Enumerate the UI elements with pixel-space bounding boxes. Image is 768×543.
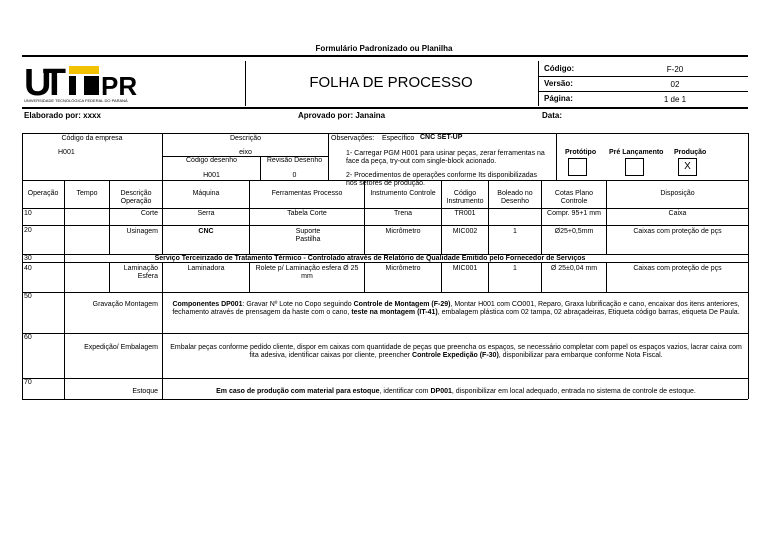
row-50-t4: , Montar H001 com CO001, Reparo, Graxa lubrificação e cano, encaixar dos itens anteriores, fechamento através de prensagem da haste com o cano, xyxy=(172,301,740,316)
row-10-desc: Corte xyxy=(140,210,158,217)
row-30-text: Serviço Terceirizado de Tratamento Térmico - Controlado através de Relatório de Qualidade Emitido pelo Fornecedor de Serviços xyxy=(154,255,586,262)
svg-text:PR: PR xyxy=(101,71,138,101)
row-60-t3: , disponibilizar para embarque conforme Nota Fiscal. xyxy=(498,352,663,359)
prototipo-checkbox[interactable] xyxy=(568,158,587,176)
header-tempo: Tempo xyxy=(76,190,98,197)
versao-label: Versão: xyxy=(544,79,573,88)
pagina-value: 1 de 1 xyxy=(663,95,687,104)
producao-label: Produção xyxy=(674,149,707,156)
revisao-value: 0 xyxy=(292,172,297,179)
row-50-op: 50 xyxy=(24,293,32,300)
row-50-t1: Componentes DP001 xyxy=(172,301,243,308)
obs-item-2: 2- Procedimentos de operações conforme Its disponibilizadas nos setores de produção. xyxy=(346,172,538,187)
row-50-desc: Gravação Montagem xyxy=(92,301,158,308)
row-20-codigo: MIC002 xyxy=(452,228,478,235)
row-20-instrumento: Micrômetro xyxy=(385,228,421,235)
row-40-disposicao: Caixas com proteção de pçs xyxy=(633,265,722,272)
row-70-text xyxy=(166,388,746,396)
pre-lancamento-label: Pré Lançamento xyxy=(609,149,664,156)
codigo-empresa-value: H001 xyxy=(58,149,75,156)
row-20-desc: Usinagem xyxy=(126,228,158,235)
row-10-maquina: Serra xyxy=(197,210,215,217)
row-40-ferramentas: Rolete p/ Laminação esfera Ø 25 mm xyxy=(255,265,359,280)
row-10-instrumento: Trena xyxy=(393,210,413,217)
row-20-maquina: CNC xyxy=(198,228,214,235)
row-60-t1: Embalar peças conforme pedido cliente, dispor em caixas com quantidade de peças que preencha os espaços, se necessário completar com papel os espaços vazios, lacrar caixa com fita adesiva, identificar caixas por cliente, preencher xyxy=(170,344,742,359)
header-disposicao: Disposição xyxy=(660,190,695,197)
row-10-op: 10 xyxy=(24,210,32,217)
header-instrumento: Instrumento Controle xyxy=(370,190,436,197)
row-40-maquina: Laminadora xyxy=(187,265,225,272)
pre-lancamento-checkbox[interactable] xyxy=(625,158,644,176)
row-50-t3: Controle de Montagem (F-29) xyxy=(353,301,451,308)
header-descricao: Descrição Operação xyxy=(120,190,152,205)
logo-subtitle: UNIVERSIDADE TECNOLÓGICA FEDERAL DO PARANÁ xyxy=(24,98,128,103)
prototipo-label: Protótipo xyxy=(565,149,597,156)
row-50-t5: teste na montagem (IT-41) xyxy=(351,309,438,316)
header-maquina: Máquina xyxy=(192,190,220,197)
header-cotas: Cotas Plano Controle xyxy=(554,190,594,205)
form-title: Formulário Padronizado ou Planilha xyxy=(315,44,453,53)
versao-value: 02 xyxy=(670,80,680,89)
header-boleado: Boleado no Desenho xyxy=(497,190,533,205)
row-50-t6: , embalagem plástica com 02 tampa, 02 abraçadeiras, Etiqueta código barras, etiqueta De Paula. xyxy=(437,309,740,316)
row-70-t1: Em caso de produção com material para estoque xyxy=(216,388,380,395)
row-60-desc: Expedição/ Embalagem xyxy=(84,344,158,351)
row-40-codigo: MIC001 xyxy=(452,265,478,272)
producao-checkbox[interactable]: X xyxy=(678,158,697,176)
header-operacao: Operação xyxy=(27,190,59,197)
row-20-cotas: Ø25+0,5mm xyxy=(554,228,594,235)
obs-especifico: Específico xyxy=(382,135,415,142)
elaborado-por: Elaborado por: xxxx xyxy=(24,111,101,120)
row-20-op: 20 xyxy=(24,227,32,234)
row-20-ferramentas: Suporte Pastilha xyxy=(295,228,321,243)
row-20-boleado: 1 xyxy=(513,228,517,235)
svg-text:UT: UT xyxy=(24,62,66,104)
pagina-label: Página: xyxy=(544,94,573,103)
row-10-ferramentas: Tabela Corte xyxy=(287,210,327,217)
header-codigo-instrumento: Código Instrumento xyxy=(446,190,484,205)
row-70-op: 70 xyxy=(24,379,32,386)
aprovado-por: Aprovado por: Janaina xyxy=(298,111,386,120)
row-10-codigo: TR001 xyxy=(454,210,476,217)
row-40-op: 40 xyxy=(24,265,32,272)
revisao-label: Revisão Desenho xyxy=(266,157,323,164)
data-label: Data: xyxy=(542,111,563,120)
row-50-text xyxy=(166,301,746,317)
row-10-cotas: Compr. 95+1 mm xyxy=(547,210,601,217)
observacoes-label: Observações: xyxy=(331,135,375,142)
row-40-boleado: 1 xyxy=(513,265,517,272)
codigo-label: Código: xyxy=(544,64,575,73)
row-40-cotas: Ø 25±0,04 mm xyxy=(550,265,598,272)
row-60-op: 60 xyxy=(24,334,32,341)
row-40-desc: Laminação Esfera xyxy=(123,265,158,280)
doc-title: FOLHA DE PROCESSO xyxy=(309,74,473,91)
header-ferramentas: Ferramentas Processo xyxy=(271,190,343,197)
row-30-op: 30 xyxy=(24,255,32,262)
row-70-desc: Estoque xyxy=(132,388,158,395)
descricao-label: Descrição xyxy=(229,135,262,142)
row-70-t4: , disponibilizar em local adequado, entrada no sistema de controle de estoque. xyxy=(451,388,696,395)
row-50-t2: : Gravar Nº Lote no Copo seguindo xyxy=(242,301,354,308)
row-10-disposicao: Caixa xyxy=(668,210,687,217)
row-60-text xyxy=(170,344,742,360)
obs-cnc: CNC SET-UP xyxy=(420,134,463,141)
row-60-t2: Controle Expedição (F-30) xyxy=(412,352,499,359)
codigo-empresa-label: Código da empresa xyxy=(61,135,123,142)
row-70-t3: DP001 xyxy=(430,388,452,395)
row-40-instrumento: Micrômetro xyxy=(385,265,421,272)
descricao-value: eixo xyxy=(239,149,252,156)
codigo-value: F-20 xyxy=(666,65,684,74)
codigo-desenho-label: Código desenho xyxy=(186,157,237,164)
row-20-disposicao: Caixas com proteção de pçs xyxy=(633,228,722,235)
row-70-t2: , identificar com xyxy=(379,388,431,395)
codigo-desenho-value: H001 xyxy=(203,172,220,179)
obs-item-1: 1- Carregar PGM H001 para usinar peças, zerar ferramentas na face da peça, try-out com single-block acionado. xyxy=(346,150,545,165)
